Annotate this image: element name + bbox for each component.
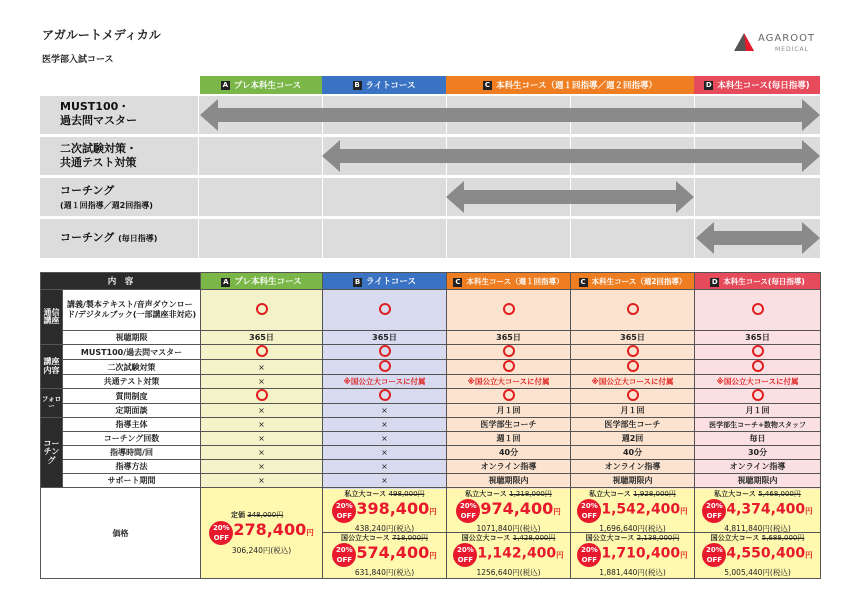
circle-icon [627,389,639,401]
circle-icon [752,303,764,315]
header-content: 内 容 [41,273,201,290]
circle-icon [379,389,391,401]
category-kouza: 講座内容 [41,345,63,389]
category-tsushin: 通信講座 [41,290,63,345]
circle-icon [379,360,391,372]
circle-icon [503,360,515,372]
circle-icon [627,345,639,357]
discount-badge: 20% OFF [453,543,477,567]
arrow-must [200,99,820,131]
price-b: 私立大コース 498,000円 20% OFF 398,400円 438,240円(税込) 国公立大コース 718,000円 20% OFF 574,400円 631,840円(税込) [323,488,447,579]
arrow-coaching-daily [696,222,820,254]
discount-badge: 20% OFF [702,543,726,567]
circle-icon [256,345,268,357]
top-label-must: MUST100・ 過去問マスター [60,100,137,127]
circle-icon [503,345,515,357]
top-label-coaching-week: コーチング (週１回指導／週2回指導) [60,184,153,210]
circle-icon [379,345,391,357]
header-col-c2: C 本科生コース（週2回指導） [571,273,695,290]
discount-badge: 20% OFF [332,499,356,523]
comparison-table: 内 容 A プレ本科生コース B ライトコース C 本科生コース（週１回指導） C 本科生コース（週2回指導） D 本科生コース(毎日指導) 通信講座 講義/製本テキスト/音声ダウンロード/デジタルブック(一部講座非対応) 視聴期限 365日 365日 365日 365日 365日 講座内容 MUST100/過去問マスター 二次試験対策 × 共通テスト対策 × ※国公立大コースに付属 ※国公立大コースに付属 ※国公立大コースに付属 ※国公立大コースに付属 フォロー 質問制度 定期面談 × × 月１回 月１回 月１回 コーチング 指導主体 × × 医学部生コーチ 医学部生コーチ 医学部生コーチ+数物スタッフ コーチング回数 × × 週１回 週2回 毎日 指導時間/回 × × 40分 40分 30分 指導方法 × × オンライン指導 オンライン指導 オンライン指導 サポート期間 × × 視聴期限内 視聴期限内 視聴期限内 価格 定価 348,000円 20% OFF 278,400円 306,240円(税込) 私立大コース 498,000円 20% OFF 398,400円 438,240円(税込) 国公立大コース 718,000円 20% OFF 574,400円 631,840円(税込) 私立大コース 1,218,000円 20% OFF 974,400円 1071,840円(税込) 国公立大コース 1,428,000円 20% OFF 1,142,400円 1256,640円(税込) 私立大コース 1,928,000円 20% OFF 1,542,400円 1,696,640円(税込) 国公立大コース 2,138,000円 20% OFF 1,710,400円 1,881,440円(税込) 私立大コース 5,468,000円 20% OFF 4,374,400円 4,811,840円(税込) 国公立大コース 5,688,000円 20% OFF 4,550,400円 5,005,440円(税込) [40,272,821,579]
circle-icon [627,360,639,372]
top-col-d: D 本科生コース(毎日指導) [694,76,820,94]
item-text: 講義/製本テキスト/音声ダウンロード/デジタルブック(一部講座非対応) [63,290,201,331]
price-a: 定価 348,000円 20% OFF 278,400円 306,240円(税込) [201,488,323,579]
header-col-c1: C 本科生コース（週１回指導） [447,273,571,290]
circle-icon [379,303,391,315]
header-col-a: A プレ本科生コース [201,273,323,290]
discount-badge: 20% OFF [209,521,233,545]
logo-name: AGAROOT [758,33,816,44]
circle-icon [752,389,764,401]
discount-badge: 20% OFF [577,499,601,523]
brand-title: アガルートメディカル [42,28,161,42]
logo-sub: MEDICAL [775,46,809,53]
item-period: 視聴期限 [63,331,201,345]
price-c1: 私立大コース 1,218,000円 20% OFF 974,400円 1071,840円(税込) 国公立大コース 1,428,000円 20% OFF 1,142,400円 1256,640円(税込) [447,488,571,579]
arrow-coaching-week [446,181,694,213]
top-label-coaching-daily: コーチング (毎日指導) [60,231,158,244]
coverage-arrows [200,96,820,258]
header-col-d: D 本科生コース(毎日指導) [695,273,821,290]
category-coaching: コーチング [41,418,63,488]
top-label-niji: 二次試験対策・ 共通テスト対策 [60,142,137,169]
discount-badge: 20% OFF [577,543,601,567]
discount-badge: 20% OFF [456,499,480,523]
top-col-c: C 本科生コース（週１回指導／週２回指導） [446,76,694,94]
course-title: 医学部入試コース [42,55,114,65]
circle-icon [503,389,515,401]
arrow-niji [322,140,820,172]
discount-badge: 20% OFF [702,499,726,523]
top-col-b: B ライトコース [322,76,446,94]
price-c2: 私立大コース 1,928,000円 20% OFF 1,542,400円 1,696,640円(税込) 国公立大コース 2,138,000円 20% OFF 1,710,400円 1,881,440円(税込) [571,488,695,579]
item-price: 価格 [41,488,201,579]
circle-icon [256,389,268,401]
category-follow: フォロー [41,389,63,418]
circle-icon [256,303,268,315]
header-col-b: B ライトコース [323,273,447,290]
discount-badge: 20% OFF [332,543,356,567]
circle-icon [627,303,639,315]
price-d: 私立大コース 5,468,000円 20% OFF 4,374,400円 4,811,840円(税込) 国公立大コース 5,688,000円 20% OFF 4,550,400円 5,005,440円(税込) [695,488,821,579]
circle-icon [752,360,764,372]
top-col-a: A プレ本科生コース [200,76,322,94]
logo-triangle-icon [732,31,756,53]
circle-icon [752,345,764,357]
circle-icon [503,303,515,315]
